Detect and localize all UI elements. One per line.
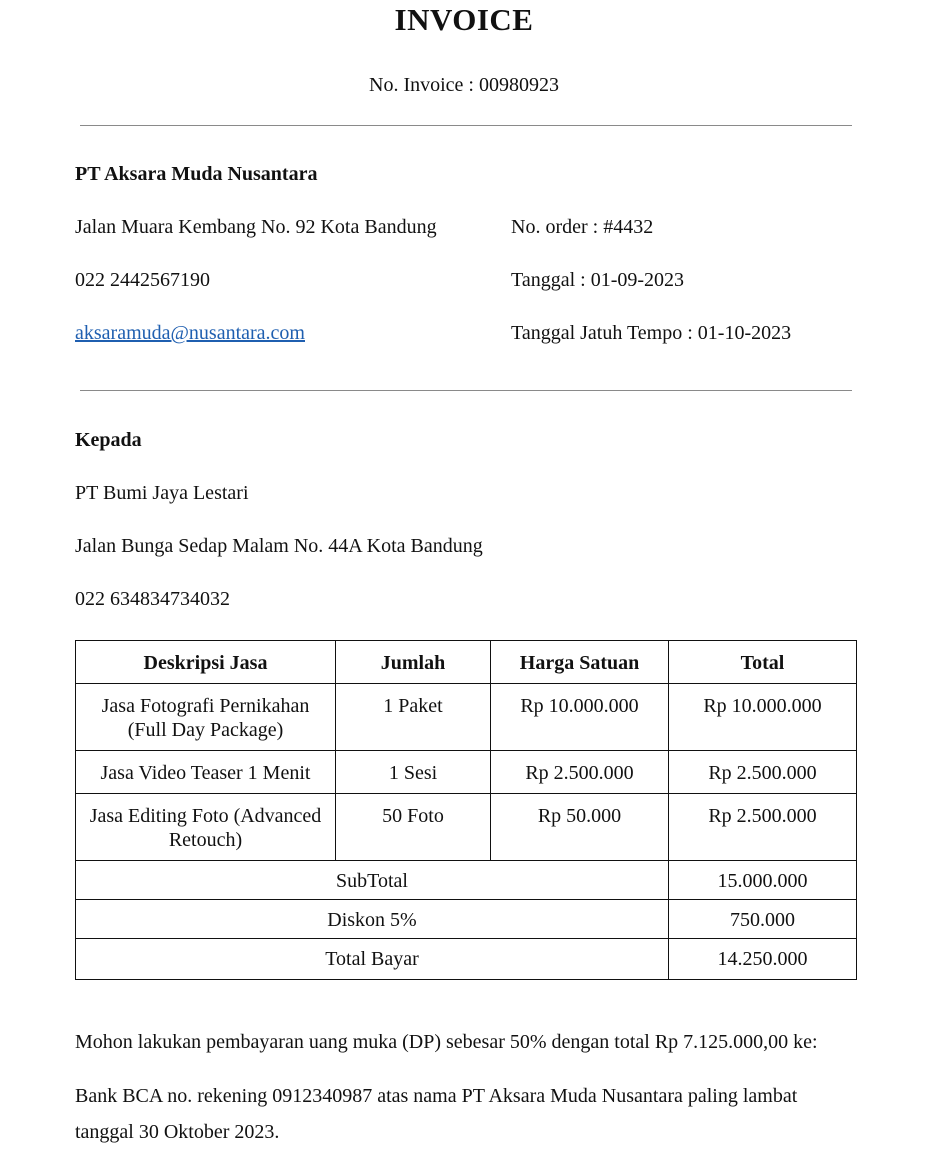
row-quantity: 1 Sesi xyxy=(336,751,491,794)
recipient-heading: Kepada xyxy=(75,429,142,451)
header-description: Deskripsi Jasa xyxy=(76,641,336,684)
grand-total-value: 14.250.000 xyxy=(669,939,857,980)
table-header-row xyxy=(76,641,857,684)
invoice-title: INVOICE xyxy=(394,2,534,37)
row-total: Rp 10.000.000 xyxy=(669,684,857,751)
row-unit-price: Rp 50.000 xyxy=(491,794,669,861)
table-row xyxy=(76,751,857,794)
seller-address: Jalan Muara Kembang No. 92 Kota Bandung xyxy=(75,216,437,238)
header-quantity: Jumlah xyxy=(336,641,491,684)
row-quantity: 50 Foto xyxy=(336,794,491,861)
row-unit-price: Rp 10.000.000 xyxy=(491,684,669,751)
row-total: Rp 2.500.000 xyxy=(669,794,857,861)
row-unit-price: Rp 2.500.000 xyxy=(491,751,669,794)
header-unit-price: Harga Satuan xyxy=(491,641,669,684)
discount-value: 750.000 xyxy=(669,900,857,939)
header-total: Total xyxy=(669,641,857,684)
discount-row xyxy=(76,900,857,939)
seller-name: PT Aksara Muda Nusantara xyxy=(75,163,318,185)
seller-phone: 022 2442567190 xyxy=(75,269,210,291)
row-total: Rp 2.500.000 xyxy=(669,751,857,794)
invoice-number: No. Invoice : 00980923 xyxy=(369,74,559,96)
row-description: Jasa Video Teaser 1 Menit xyxy=(76,751,336,794)
subtotal-label: SubTotal xyxy=(76,861,669,900)
order-due-date: Tanggal Jatuh Tempo : 01-10-2023 xyxy=(511,322,792,344)
row-description: Jasa Editing Foto (Advanced Retouch) xyxy=(76,794,336,861)
order-number: No. order : #4432 xyxy=(511,216,654,238)
grand-total-label: Total Bayar xyxy=(76,939,669,980)
subtotal-row xyxy=(76,861,857,900)
grand-total-row xyxy=(76,939,857,980)
payment-note-line1: Mohon lakukan pembayaran uang muka (DP) sebesar 50% dengan total Rp 7.125.000,00 ke: xyxy=(75,1031,818,1053)
row-quantity: 1 Paket xyxy=(336,684,491,751)
divider-middle xyxy=(80,390,852,391)
order-date: Tanggal : 01-09-2023 xyxy=(511,269,685,291)
recipient-name: PT Bumi Jaya Lestari xyxy=(75,482,249,504)
divider-top xyxy=(80,125,852,126)
payment-note-line2: Bank BCA no. rekening 0912340987 atas nama PT Aksara Muda Nusantara paling lambat tanggal 30 Oktober 2023. xyxy=(75,1085,798,1143)
recipient-address: Jalan Bunga Sedap Malam No. 44A Kota Bandung xyxy=(75,535,483,557)
seller-email-link[interactable]: aksaramuda@nusantara.com xyxy=(75,322,305,344)
invoice-table xyxy=(75,640,857,980)
recipient-phone: 022 634834734032 xyxy=(75,588,230,610)
table-row xyxy=(76,684,857,751)
row-description: Jasa Fotografi Pernikahan (Full Day Package) xyxy=(76,684,336,751)
subtotal-value: 15.000.000 xyxy=(669,861,857,900)
discount-label: Diskon 5% xyxy=(76,900,669,939)
table-row xyxy=(76,794,857,861)
